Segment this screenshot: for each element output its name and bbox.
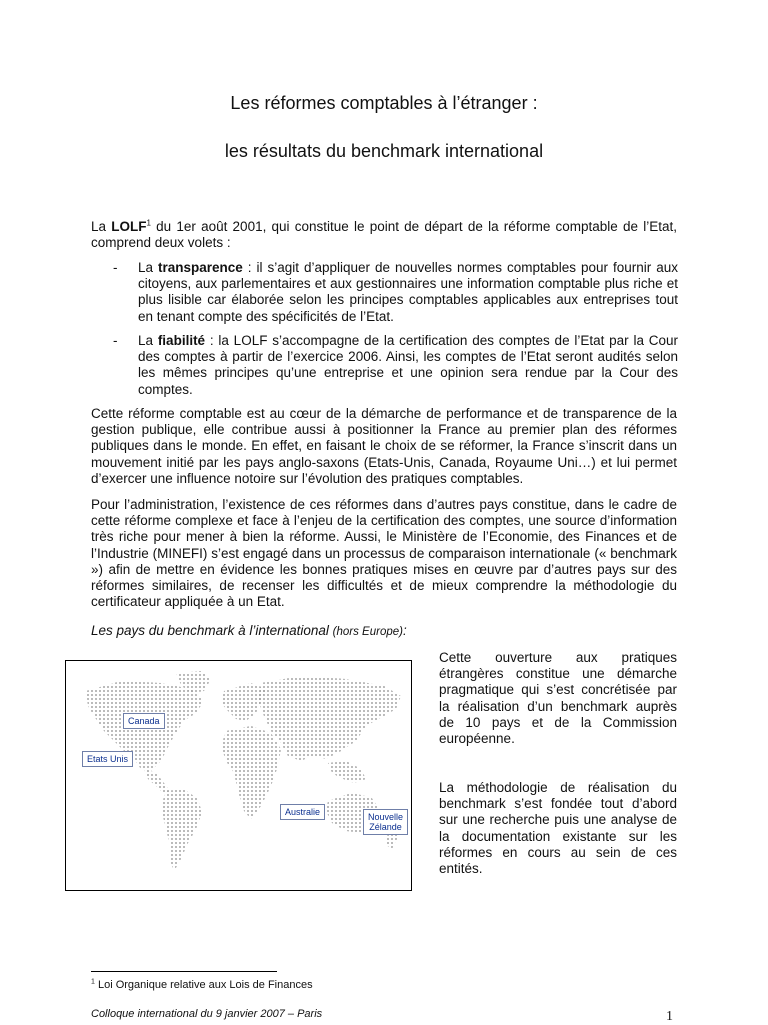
bullet-marker: - — [113, 333, 118, 348]
map-label-new-zealand: Nouvelle Zélande — [363, 809, 408, 835]
page-title: Les réformes comptables à l’étranger : — [230, 93, 538, 113]
keyword-fiabilite: fiabilité — [157, 333, 206, 348]
page-footer: Colloque international du 9 janvier 2007 – Paris — [91, 1008, 323, 1020]
bullet-transparence: La transparence : il s’agit d’appliquer de nouvelles normes comptables pour fournir aux citoyens, aux parlementaires et aux gestionnaires une information comptable plus riche et plus lisible car élaborée selon les principes comptables applicables aux entreprises tout en tenant compte des spécificités de l’Etat. — [138, 260, 678, 324]
footnote-divider — [91, 971, 277, 972]
south-america-shape — [161, 789, 202, 871]
page-number: 1 — [666, 1009, 673, 1024]
map-label-usa: Etats Unis — [82, 751, 133, 767]
southeast-asia-shape — [328, 761, 366, 783]
map-label-canada: Canada — [123, 713, 165, 729]
page-subtitle: les résultats du benchmark international — [224, 141, 544, 161]
map-label-australia: Australie — [280, 804, 325, 820]
footnote-ref: 1 — [146, 218, 151, 228]
footnote: $^1$ Loi Organique relative aux Lois de Finances — [91, 978, 313, 991]
world-map-graphic — [66, 661, 411, 890]
world-map-figure — [65, 660, 412, 891]
section-title: Les pays du benchmark à l’international (hors Europe): — [91, 623, 407, 638]
lolf-term: LOLF — [111, 219, 147, 234]
side-paragraph-methodologie: La méthodologie de réalisation du benchmark s’est fondée tout d’abord sur une recherche puis une analyse de la documentation existante sur les réformes en cours au sein de ces entités. — [439, 780, 677, 877]
central-america-shape — [144, 769, 170, 794]
bullet-fiabilite: La fiabilité : la LOLF s’accompagne de la certification des comptes de l’Etat par la Cour des comptes à partir de l’exercice 2006. Ainsi, les comptes de l’Etat seront audités selon les mêmes principes qu’une entreprise et une opinion sera rendue par la Cour des comptes. — [138, 333, 678, 397]
side-paragraph-ouverture: Cette ouverture aux pratiques étrangères constitue une démarche pragmatique qui s’est concrétisée par la réalisation d’un benchmark auprès de 10 pays et de la Commission européenne. — [439, 650, 677, 747]
africa-shape — [221, 726, 281, 819]
paragraph-administration: Pour l’administration, l’existence de ces réformes dans d’autres pays constitue, dans le cadre de cette réforme complexe et face à l’enjeu de la certification des comptes, une source d’information très riche pour mener à bien la réforme. Aussi, le Ministère de l’Economie, des Finances et de l’Industrie (MINEFI) s’est engagé dans un processus de comparaison internationale (« benchmark ») afin de mettre en évidence les bonnes pratiques mises en œuvre par d’autres pays sur des réformes similaires, de recenser les difficultés et de mieux comprendre la méthodologie du certificateur appliquée à un Etat. — [91, 497, 677, 610]
intro-paragraph: La LOLF$^1$ du 1er août 2001, qui constitue le point de départ de la réforme comptable de l’Etat, comprend deux volets : — [91, 218, 677, 251]
paragraph-reforme: Cette réforme comptable est au cœur de la démarche de performance et de transparence de la gestion publique, elle contribue aussi à positionner la France au premier plan des réformes publiques dans le monde. En effet, en faisant le choix de se réformer, la France s’inscrit dans un mouvement initié par les pays anglo-saxons (Etats-Unis, Canada, Royaume Uni…) et lui permet d’exercer une influence notoire sur l’évolution des pratiques comptables. — [91, 406, 677, 486]
keyword-transparence: transparence — [158, 260, 243, 275]
bullet-marker: - — [113, 260, 118, 275]
